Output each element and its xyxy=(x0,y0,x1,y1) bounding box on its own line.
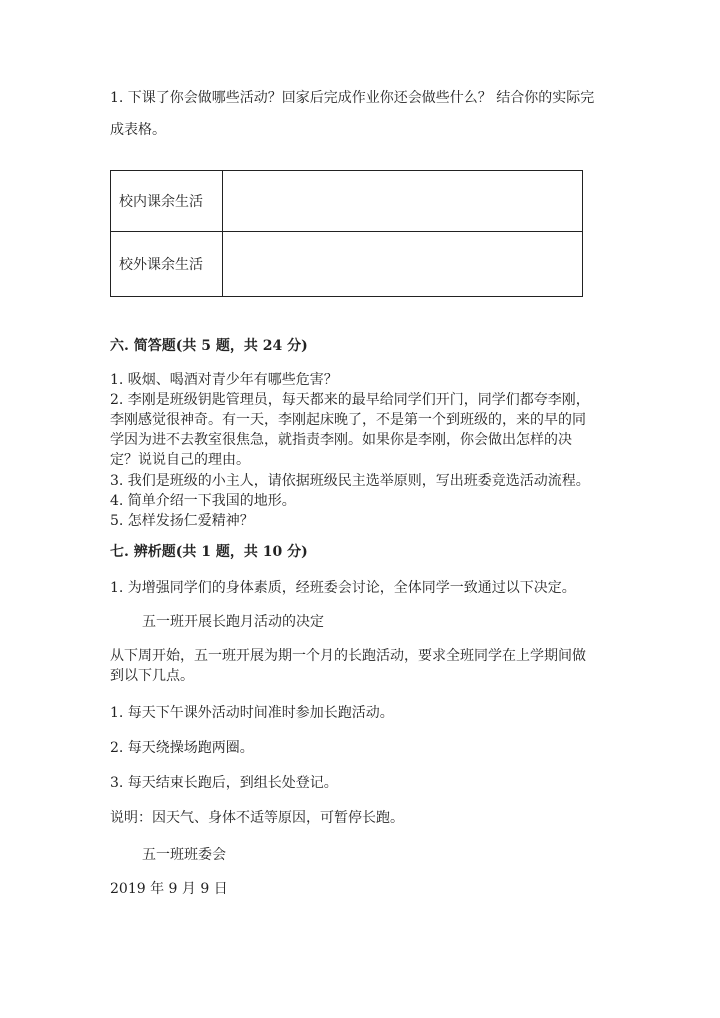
section-6-line: 2. 李刚是班级钥匙管理员，每天都来的最早给同学们开门，同学们都夸李刚， xyxy=(110,392,590,408)
question-1-text-cont: 成表格。 xyxy=(110,122,166,138)
table-row xyxy=(111,171,583,232)
section-7-heading: 七. 辨析题(共 1 题，共 10 分) xyxy=(110,544,308,560)
decision-signature: 五一班班委会 xyxy=(142,847,226,863)
row-label-in-school: 校内课余生活 xyxy=(111,171,223,232)
section-6-line: 李刚感觉很神奇。有一天，李刚起床晚了，不是第一个到班级的，来的早的同 xyxy=(110,412,586,428)
decision-title: 五一班开展长跑月活动的决定 xyxy=(142,614,324,630)
answer-cell-in-school[interactable] xyxy=(223,171,583,232)
decision-date: 2019 年 9 月 9 日 xyxy=(110,881,228,897)
table-row xyxy=(111,232,583,297)
decision-paragraph-cont: 到以下几点。 xyxy=(110,668,194,684)
section-6-line: 1. 吸烟、喝酒对青少年有哪些危害？ xyxy=(110,372,338,388)
row-label-out-school: 校外课余生活 xyxy=(111,232,223,297)
decision-item: 2. 每天绕操场跑两圈。 xyxy=(110,740,254,756)
section-6-heading: 六. 简答题(共 5 题，共 24 分) xyxy=(110,338,308,354)
section-6-line: 4. 简单介绍一下我国的地形。 xyxy=(110,493,296,509)
section-6-line: 学因为进不去教室很焦急，就指责李刚。如果你是李刚，你会做出怎样的决 xyxy=(110,432,572,448)
section-7-intro: 1. 为增强同学们的身体素质，经班委会讨论，全体同学一致通过以下决定。 xyxy=(110,580,576,596)
decision-item: 3. 每天结束长跑后，到组长处登记。 xyxy=(110,775,338,791)
section-6-line: 5. 怎样发扬仁爱精神？ xyxy=(110,513,254,529)
answer-cell-out-school[interactable] xyxy=(223,232,583,297)
activity-table xyxy=(110,170,583,297)
decision-paragraph: 从下周开始，五一班开展为期一个月的长跑活动，要求全班同学在上学期间做 xyxy=(110,648,586,664)
decision-note: 说明：因天气、身体不适等原因，可暂停长跑。 xyxy=(110,810,404,826)
question-1-text: 1. 下课了你会做哪些活动？回家后完成作业你还会做些什么？ 结合你的实际完 xyxy=(110,90,595,106)
section-6-line: 3. 我们是班级的小主人，请依据班级民主选举原则，写出班委竞选活动流程。 xyxy=(110,473,590,489)
decision-item: 1. 每天下午课外活动时间准时参加长跑活动。 xyxy=(110,705,394,721)
section-6-line: 定？说说自己的理由。 xyxy=(110,452,250,468)
